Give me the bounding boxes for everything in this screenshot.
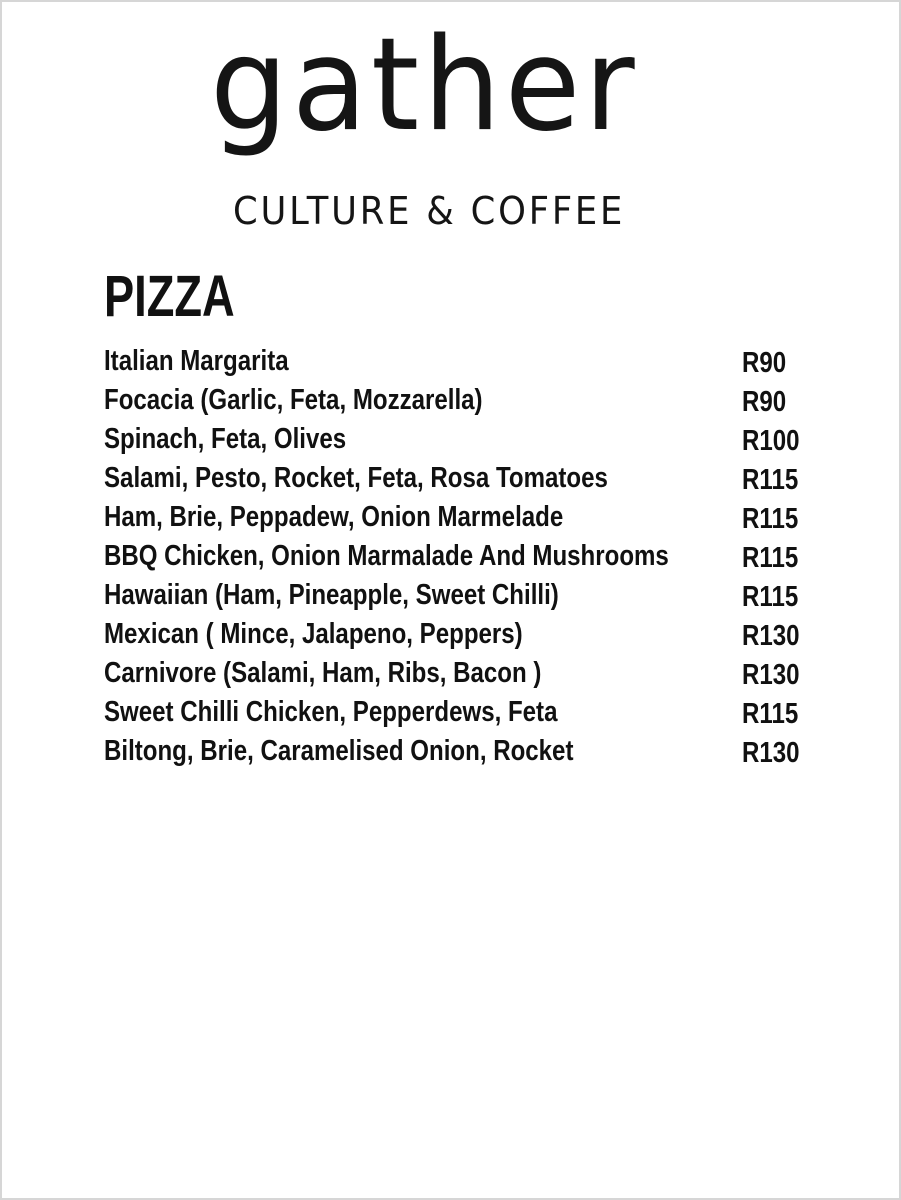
menu-item (104, 693, 824, 732)
menu-item (104, 615, 824, 654)
menu-item-price: R115 (742, 464, 799, 496)
menu-item-name: Sweet Chilli Chicken, Pepperdews, Feta (104, 696, 558, 728)
menu-item-price: R115 (742, 698, 799, 730)
menu-item-name: Italian Margarita (104, 345, 289, 377)
menu-item-price: R100 (742, 425, 800, 457)
menu-item-name: Carnivore (Salami, Ham, Ribs, Bacon ) (104, 657, 542, 689)
menu-item-name: Biltong, Brie, Caramelised Onion, Rocket (104, 735, 574, 767)
menu-item (104, 576, 824, 615)
menu-item (104, 459, 824, 498)
menu-item (104, 654, 824, 693)
section-title: PIZZA (104, 264, 235, 329)
menu-list (104, 342, 824, 771)
menu-item-price: R130 (742, 620, 800, 652)
menu-item-name: Focacia (Garlic, Feta, Mozzarella) (104, 384, 483, 416)
menu-item-name: Ham, Brie, Peppadew, Onion Marmelade (104, 501, 564, 533)
menu-item (104, 342, 824, 381)
menu-item-price: R115 (742, 503, 799, 535)
menu-item-price: R115 (742, 581, 799, 613)
menu-item-price: R115 (742, 542, 799, 574)
menu-item (104, 420, 824, 459)
brand-name: gather (210, 11, 639, 160)
menu-item-price: R130 (742, 659, 800, 691)
menu-item (104, 537, 824, 576)
brand-tagline: CULTURE & COFFEE (233, 189, 626, 233)
menu-item-name: Spinach, Feta, Olives (104, 423, 347, 455)
menu-item-name: Hawaiian (Ham, Pineapple, Sweet Chilli) (104, 579, 559, 611)
menu-item-price: R130 (742, 737, 800, 769)
menu-item (104, 381, 824, 420)
menu-item-name: Salami, Pesto, Rocket, Feta, Rosa Tomatoes (104, 462, 608, 494)
menu-item-name: BBQ Chicken, Onion Marmalade And Mushrooms (104, 540, 669, 572)
menu-item-name: Mexican ( Mince, Jalapeno, Peppers) (104, 618, 523, 650)
menu-item (104, 732, 824, 771)
menu-item (104, 498, 824, 537)
menu-item-price: R90 (742, 347, 787, 379)
menu-item-price: R90 (742, 386, 787, 418)
